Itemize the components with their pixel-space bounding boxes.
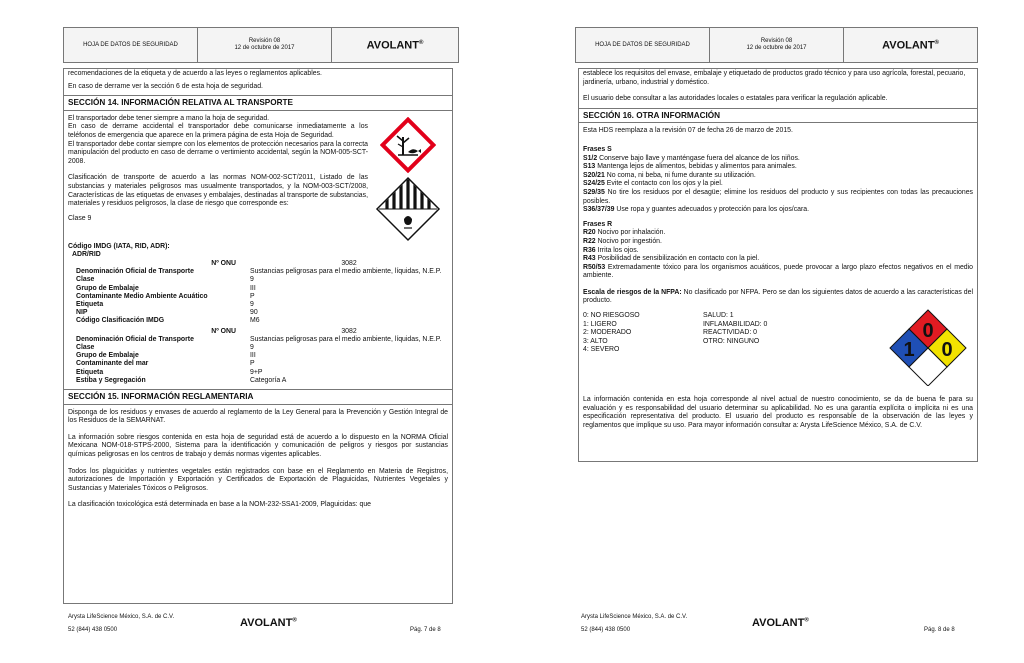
- phrase-text: Extremadamente tóxico para los organismos acuáticos, puede provocar a largo plazo efectos negativos en el medio ambiente.: [583, 263, 973, 280]
- phrase-text: Conserve bajo llave y manténgase fuera del alcance de los niños.: [599, 154, 800, 162]
- phrase-text: Mantenga lejos de alimentos, bebidas y alimentos para animales.: [597, 163, 797, 171]
- frases-r-list: [583, 229, 973, 281]
- list-item: [583, 163, 973, 172]
- imdg-title: Código IMDG (IATA, RID, ADR):: [68, 242, 170, 250]
- list-item: [583, 238, 973, 247]
- row-value: 9: [250, 300, 254, 308]
- row-value: Sustancias peligrosas para el medio ambiente, líquidas, N.E.P.: [250, 268, 442, 276]
- section-16-body: [579, 127, 977, 430]
- row-value: M6: [250, 317, 260, 325]
- phrase-code: R22: [583, 237, 596, 245]
- list-item: 2: MODERADO: [583, 329, 632, 337]
- header-brand: [844, 28, 977, 62]
- header-brand-name: AVOLANT: [366, 39, 419, 52]
- list-item: REACTIVIDAD: 0: [703, 329, 757, 337]
- section-15-body: [64, 409, 452, 510]
- nfpa-label: Escala de riesgos de la NFPA:: [583, 288, 682, 296]
- list-item: [583, 155, 973, 164]
- row-value: Sustancias peligrosas para el medio ambiente, líquidas, N.E.P.: [250, 335, 442, 343]
- s14-para-1b: En caso de derrame accidental el transportador debe comunicarse inmediatamente a los teléfonos de emergencia que aparece en la primera página de esta Hoja de Seguridad.: [68, 123, 368, 139]
- imdg-table: [68, 328, 448, 385]
- phrase-text: Nocivo por inhalación.: [597, 229, 666, 237]
- footer-brand: [752, 617, 809, 629]
- phrase-text: Evite el contacto con los ojos y la piel.: [606, 180, 723, 188]
- page-7-body: [63, 68, 453, 604]
- header-revision-number: Revisión 08: [760, 38, 793, 44]
- s15-para-1: Disponga de los residuos y envases de acuerdo al reglamento de la Ley General para la Prevención y Gestión Integral de los Residuos de la SEMARNAT.: [68, 408, 448, 425]
- table-row: [68, 377, 448, 385]
- s15-para-2: La información sobre riesgos contenida en esta hoja de seguridad está de acuerdo a lo dispuesto en la NORMA Oficial Mexicana NOM-018-STPS-2000, Sistema para la identificación y comunicación de peligros y riesgos por sustancias químicas peligrosas en los centros de trabajo y demás normas vigentes aplicables.: [68, 433, 448, 458]
- header-brand-reg: ®: [934, 40, 939, 47]
- page-number: Pág. 7 de 8: [410, 627, 441, 633]
- row-label: Grupo de Embalaje: [76, 284, 139, 292]
- list-item: SALUD: 1: [703, 312, 734, 320]
- page-8-body: [578, 68, 978, 462]
- header-date: 12 de octubre de 2017: [746, 45, 807, 51]
- table-row: [68, 268, 448, 276]
- table-row: [68, 328, 448, 336]
- list-item: [583, 229, 973, 238]
- header-brand-reg: ®: [418, 40, 424, 47]
- phrase-code: S1/2: [583, 154, 598, 162]
- table-row: [68, 285, 448, 293]
- row-label: Etiqueta: [76, 368, 104, 376]
- list-item: 4: SEVERO: [583, 346, 620, 354]
- list-item: INFLAMABILIDAD: 0: [703, 320, 768, 328]
- header-revision-number: Revisión 08: [248, 38, 281, 44]
- footer-brand-reg: ®: [804, 617, 809, 624]
- row-label: Grupo de Embalaje: [76, 352, 139, 360]
- nfpa-health-value: 1: [903, 339, 915, 362]
- row-label: Etiqueta: [76, 300, 104, 308]
- footer-brand-name: AVOLANT: [240, 617, 293, 629]
- table-row: [68, 260, 448, 268]
- disclaimer: La información contenida en esta hoja corresponde al nivel actual de nuestro conocimiento, se da de buena fe para su evaluación y es responsabilidad del usuario determinar su aplicabilidad. No es una garantía explícita o implícita ni es una especificación representativa del producto. El usuario del producto es responsable de la observación de las leyes y reglamentos que implique su uso. Para mayor información consultar a: Arysta LifeScience México, S.A. de C.V.: [583, 396, 973, 429]
- table-row: [68, 293, 448, 301]
- phrase-text: Posibilidad de sensibilización en contacto con la piel.: [597, 255, 760, 263]
- imdg-block: [64, 243, 452, 385]
- intro-text-2: El usuario debe consultar a las autoridades locales o estatales para verificar la regulación aplicable.: [583, 95, 888, 103]
- table-row: [68, 276, 448, 284]
- row-value: III: [250, 284, 256, 292]
- s14-para-1c: El transportador debe contar siempre con los elementos de protección necesarios para la correcta manipulación del producto en caso de derrame o vertimiento accidental, según la NOM-005-SCT-2008.: [68, 140, 368, 165]
- nfpa-intro: [583, 289, 973, 306]
- row-value: P: [250, 292, 255, 300]
- row-label: Código Clasificación IMDG: [76, 317, 165, 325]
- section-15-title: SECCIÓN 15. INFORMACIÓN REGLAMENTARIA: [64, 389, 452, 405]
- nfpa-reactivity-value: 0: [941, 339, 953, 362]
- row-value: III: [250, 352, 256, 360]
- list-item: 3: ALTO: [583, 337, 608, 345]
- frases-s-title: Frases S: [583, 145, 612, 153]
- s16-para-1: Esta HDS reemplaza a la revisión 07 de fecha 26 de marzo de 2015.: [583, 127, 793, 135]
- row-label: Clase: [76, 276, 95, 284]
- adr-title: ADR/RID: [72, 251, 101, 259]
- section-14-intro: [64, 115, 452, 243]
- footer-brand: [240, 617, 297, 629]
- list-item: [583, 206, 973, 215]
- list-item: 0: NO RIESGOSO: [583, 312, 640, 320]
- s14-para-1a: El transportador debe tener siempre a mano la hoja de seguridad.: [68, 114, 270, 122]
- phrase-code: S29/35: [583, 188, 605, 196]
- adr-table: [68, 260, 448, 326]
- phrase-code: S24/25: [583, 180, 605, 188]
- list-item: [583, 180, 973, 189]
- frases-s-list: [583, 155, 973, 215]
- section-16-title: SECCIÓN 16. OTRA INFORMACIÓN: [579, 108, 977, 124]
- row-label: Nº ONU: [211, 259, 236, 267]
- s14-clase: Clase 9: [68, 214, 92, 222]
- row-value: 3082: [341, 327, 357, 335]
- nfpa-values: [703, 312, 843, 355]
- header-doc-type: HOJA DE DATOS DE SEGURIDAD: [576, 28, 710, 62]
- row-label: Denominación Oficial de Transporte: [76, 268, 194, 276]
- phrase-code: R43: [583, 255, 596, 263]
- row-label: Contaminante Medio Ambiente Acuático: [76, 292, 208, 300]
- list-item: [583, 255, 973, 264]
- table-row: [68, 317, 448, 325]
- row-label: Contaminante del mar: [76, 360, 149, 368]
- phrase-text: No coma, ni beba, ni fume durante su utilización.: [606, 171, 756, 179]
- row-value: 3082: [341, 259, 357, 267]
- page-8: [512, 0, 1024, 663]
- footer-company: Arysta LifeScience México, S.A. de C.V.: [68, 614, 175, 620]
- row-value: 9: [250, 276, 254, 284]
- row-label: Estiba y Segregación: [76, 376, 146, 384]
- phrase-text: Use ropa y guantes adecuados y protección para los ojos/cara.: [616, 206, 810, 214]
- footer-company: Arysta LifeScience México, S.A. de C.V.: [581, 614, 688, 620]
- row-label: NIP: [76, 309, 88, 317]
- footer-phone: 52 (844) 438 0500: [68, 627, 118, 633]
- row-label: Nº ONU: [211, 327, 236, 335]
- nfpa-diamond-icon: [889, 308, 967, 386]
- phrase-code: R20: [583, 229, 596, 237]
- intro-text-2: En caso de derrame ver la sección 6 de esta hoja de seguridad.: [68, 82, 263, 90]
- header-revision: [710, 28, 844, 62]
- list-item: [583, 189, 973, 206]
- hazard-pictograms: [368, 115, 448, 243]
- table-row: [68, 309, 448, 317]
- footer-brand-reg: ®: [292, 617, 297, 624]
- phrase-text: Nocivo por ingestión.: [597, 237, 662, 245]
- table-row: [68, 369, 448, 377]
- row-value: 9: [250, 344, 254, 351]
- section-14-title: SECCIÓN 14. INFORMACIÓN RELATIVA AL TRANSPORTE: [64, 95, 452, 111]
- nfpa-levels: [583, 312, 703, 355]
- list-item: [583, 172, 973, 181]
- list-item: OTRO: NINGUNO: [703, 337, 760, 345]
- phrase-text: No tire los residuos por el desagüe; elimine los residuos del producto y sus recipientes con todas las precauciones posibles.: [583, 188, 973, 205]
- header-brand-name: AVOLANT: [882, 39, 935, 52]
- table-row: [68, 360, 448, 368]
- table-row: [68, 336, 448, 344]
- intro-text-1: recomendaciones de la etiqueta y de acuerdo a las leyes o reglamentos aplicables.: [68, 70, 322, 77]
- phrase-code: R50/53: [583, 263, 606, 271]
- phrase-code: R36: [583, 246, 596, 254]
- nfpa-text: No clasificado por NFPA. Pero se dan los siguientes datos de acuerdo a las características del producto.: [583, 288, 974, 305]
- page-number: Pág. 8 de 8: [924, 627, 955, 633]
- row-value: P: [250, 360, 255, 368]
- row-value: 90: [250, 309, 258, 317]
- list-item: [583, 264, 973, 281]
- nfpa-flammability-value: 0: [922, 320, 934, 343]
- phrase-code: S36/37/39: [583, 206, 615, 214]
- row-value: 9+P: [250, 368, 263, 376]
- footer-brand-name: AVOLANT: [752, 617, 805, 629]
- phrase-code: S13: [583, 163, 596, 171]
- page-header: [575, 27, 978, 63]
- header-date: 12 de octubre de 2017: [234, 45, 295, 51]
- row-label: Clase: [76, 344, 95, 351]
- row-label: Denominación Oficial de Transporte: [76, 335, 194, 343]
- list-item: [583, 247, 973, 256]
- class-9-label-icon: [374, 175, 442, 243]
- header-brand: [332, 28, 458, 62]
- header-revision: [198, 28, 332, 62]
- table-row: [68, 301, 448, 309]
- nfpa-block: [583, 312, 973, 386]
- phrase-code: S20/21: [583, 171, 605, 179]
- frases-r-title: Frases R: [583, 220, 613, 228]
- s15-para-3: Todos los plaguicidas y nutrientes vegetales están registrados con base en el Reglamento en Materia de Registros, autorizaciones de Importación y Exportación y Certificados de Exportación de Plaguicidas, Nutrientes Vegetales y Sustancias y Materiales Tóxicos o Peligrosos.: [68, 467, 448, 492]
- list-item: 1: LIGERO: [583, 320, 617, 328]
- row-value: Categoría A: [250, 376, 287, 384]
- footer-phone: 52 (844) 438 0500: [581, 627, 631, 633]
- phrase-text: Irrita los ojos.: [597, 246, 639, 254]
- s14-para-2: Clasificación de transporte de acuerdo a las normas NOM-002-SCT/2011, Listado de las substancias y materiales peligrosos mas usualmente transportados, y la NOM-003-SCT/2008, Características de las etiquetas de envases y embalajes, destinadas al transporte de substancias, materiales y residuos peligrosos, la clase de riesgo que corresponde es:: [68, 174, 368, 208]
- s15-para-4: La clasificación toxicológica está determinada en base a la NOM-232-SSA1-2009, Plaguicidas: que: [68, 501, 371, 509]
- table-row: [68, 344, 448, 352]
- intro-text-1: establece los requisitos del envase, embalaje y etiquetado de productos grado técnico y para uso agrícola, forestal, pecuario, jardinería, urbano, industrial y doméstico.: [583, 70, 966, 86]
- environment-hazard-icon: [380, 117, 436, 173]
- header-doc-type: HOJA DE DATOS DE SEGURIDAD: [64, 28, 198, 62]
- table-row: [68, 352, 448, 360]
- page-header: [63, 27, 459, 63]
